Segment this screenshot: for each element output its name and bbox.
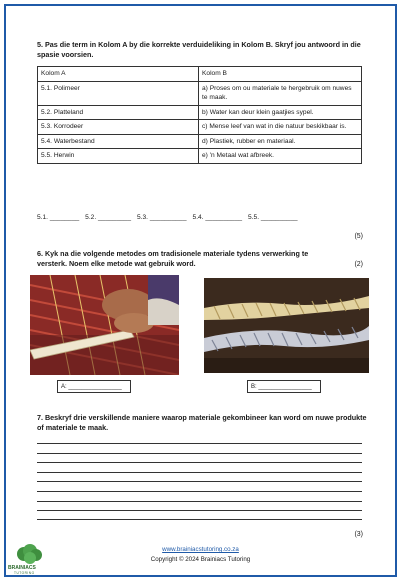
writing-line[interactable] <box>37 443 362 453</box>
answer-blank-5-2[interactable]: 5.2. _________ <box>85 214 132 221</box>
term-cell: 5.5. Herwin <box>38 149 199 164</box>
rope-photo <box>204 278 369 373</box>
definition-cell: d) Plastiek, rubber en materiaal. <box>199 134 362 149</box>
definition-cell: c) Mense leef van wat in die natuur beskikbaar is. <box>199 120 362 135</box>
question-6-title: 6. Kyk na die volgende metodes om tradisionele materiale tydens verwerking te versterk. Noem elke metode wat gebruik word. <box>37 249 309 268</box>
table-row <box>38 134 362 149</box>
weaving-photo <box>30 275 179 375</box>
website-link[interactable]: www.brainiacstutoring.co.za <box>162 546 239 553</box>
writing-line[interactable] <box>37 491 362 501</box>
question-7-title: 7. Beskryf drie verskillende maniere waarop materiale gekombineer kan word om nuwe produkte of materiale te maak. <box>37 413 367 432</box>
writing-lines[interactable] <box>37 443 362 520</box>
term-cell: 5.1. Polimeer <box>38 81 199 105</box>
definition-cell: a) Proses om ou materiale te hergebruik om nuwes te maak. <box>199 81 362 105</box>
answer-box-a[interactable]: A: ________________ <box>57 380 131 393</box>
term-cell: 5.3. Korrodeer <box>38 120 199 135</box>
table-row <box>38 120 362 135</box>
term-cell: 5.2. Platteland <box>38 105 199 120</box>
question-7-marks: (3) <box>354 531 363 538</box>
table-header-row <box>38 67 362 82</box>
question-5-title: 5. Pas die term in Kolom A by die korrekte verduideliking in Kolom B. Skryf jou antwoord in die spasie voorsien. <box>37 40 361 59</box>
table-row <box>38 149 362 164</box>
footer-url-row <box>0 546 401 553</box>
writing-line[interactable] <box>37 472 362 482</box>
matching-table <box>37 66 362 164</box>
answer-blank-5-1[interactable]: 5.1. ________ <box>37 214 80 221</box>
answer-blank-5-5[interactable]: 5.5. __________ <box>248 214 298 221</box>
logo-subtitle: TUTORING <box>14 571 35 575</box>
writing-line[interactable] <box>37 462 362 472</box>
logo-name: BRAINIACS <box>8 565 36 571</box>
writing-line[interactable] <box>37 453 362 463</box>
answer-blank-5-4[interactable]: 5.4. __________ <box>192 214 243 221</box>
question-5-marks: (5) <box>354 233 363 240</box>
header-kolom-a: Kolom A <box>38 67 199 82</box>
header-kolom-b: Kolom B <box>199 67 362 82</box>
answer-blank-5-3[interactable]: 5.3. __________ <box>137 214 187 221</box>
answer-blanks <box>37 214 362 221</box>
table-row <box>38 105 362 120</box>
table-row <box>38 81 362 105</box>
definition-cell: b) Water kan deur klein gaatjies sypel. <box>199 105 362 120</box>
writing-line[interactable] <box>37 501 362 511</box>
term-cell: 5.4. Waterbestand <box>38 134 199 149</box>
footer-copyright: Copyright © 2024 Brainiacs Tutoring <box>150 556 251 563</box>
definition-cell: e) 'n Metaal wat afbreek. <box>199 149 362 164</box>
writing-line[interactable] <box>37 510 362 520</box>
answer-box-b[interactable]: B: ________________ <box>247 380 321 393</box>
writing-line[interactable] <box>37 481 362 491</box>
question-6-marks: (2) <box>354 261 363 268</box>
